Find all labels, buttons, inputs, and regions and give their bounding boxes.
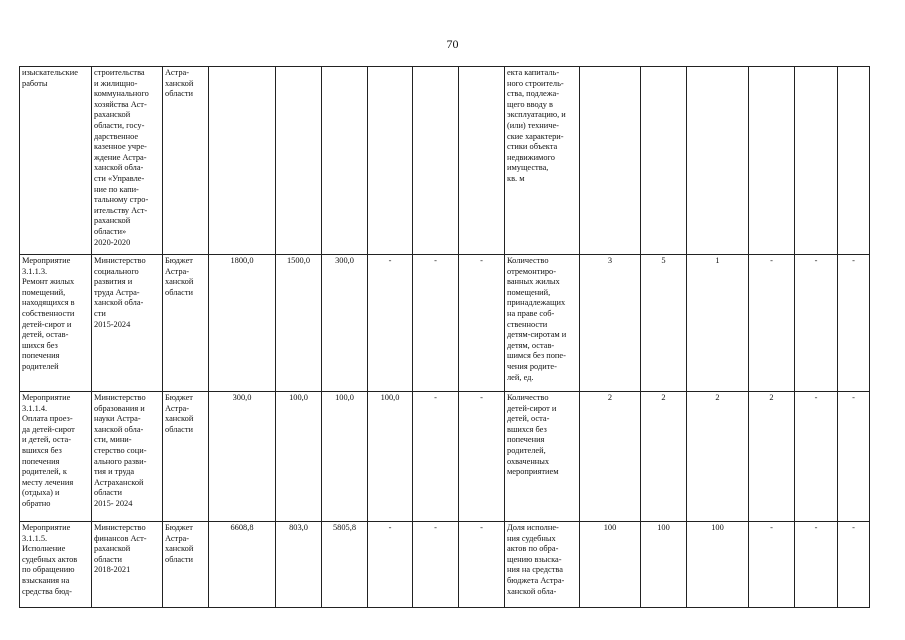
measure-cell: Мероприятие 3.1.1.5. Исполнение судебных актов по обращению взыскания на средства бюд- (20, 522, 92, 608)
measure-cell: Мероприятие 3.1.1.4. Оплата проез- да детей-сирот и детей, оста- вшихся без попечения родителей, к месту лечения (отдыха) и обратно (20, 392, 92, 522)
executor-cell: Министерство социального развития и труда Астра- ханской обла- сти 2015-2024 (92, 255, 163, 392)
target-year-cell: 1 (687, 255, 749, 392)
measure-cell: изыскательские работы (20, 67, 92, 255)
target-year-cell: - (749, 522, 795, 608)
funding-year-cell: 100,0 (322, 392, 368, 522)
funding-year-cell: - (459, 255, 505, 392)
target-year-cell (749, 67, 795, 255)
target-year-cell: 2 (580, 392, 641, 522)
table-row (20, 67, 870, 255)
funding-year-cell: - (413, 255, 459, 392)
table-row (20, 392, 870, 522)
funding-year-cell (276, 67, 322, 255)
funding-year-cell: 100,0 (368, 392, 413, 522)
target-year-cell: - (838, 392, 870, 522)
target-year-cell: 5 (641, 255, 687, 392)
funding-total-cell: 300,0 (209, 392, 276, 522)
funding-total-cell: 1800,0 (209, 255, 276, 392)
measure-cell: Мероприятие 3.1.1.3. Ремонт жилых помещений, находящихся в собственности детей-сирот и детей, остав- шихся без попечения родителей (20, 255, 92, 392)
funding-year-cell: - (413, 392, 459, 522)
funding-year-cell: - (413, 522, 459, 608)
executor-cell: Министерство финансов Аст- раханской области 2018-2021 (92, 522, 163, 608)
funding-year-cell: - (368, 522, 413, 608)
target-year-cell: 100 (580, 522, 641, 608)
executor-cell: строительства и жилищно- коммунального хозяйства Аст- раханской области, госу- дарственное казенное учре- ждение Астра- ханской обла- сти «Управле- ние по капи- тальному стро- ительству Аст- раханской области» 2020-2020 (92, 67, 163, 255)
target-year-cell (838, 67, 870, 255)
indicator-cell: Доля исполне- ния судебных актов по обра- щению взыска- ния на средства бюджета Астра- ханской обла- (505, 522, 580, 608)
funding-source-cell: Астра- ханской области (163, 67, 209, 255)
funding-year-cell (322, 67, 368, 255)
funding-year-cell: 803,0 (276, 522, 322, 608)
target-year-cell (580, 67, 641, 255)
target-year-cell: - (749, 255, 795, 392)
target-year-cell (795, 67, 838, 255)
executor-cell: Министерство образования и науки Астра- ханской обла- сти, мини- стерство соци- ального разви- тия и труда Астраханской области 2015- 2024 (92, 392, 163, 522)
funding-year-cell: 100,0 (276, 392, 322, 522)
page-number: 70 (446, 37, 459, 51)
target-year-cell: - (795, 392, 838, 522)
target-year-cell: 2 (749, 392, 795, 522)
target-year-cell (687, 67, 749, 255)
indicator-cell: Количество отремонтиро- ванных жилых помещений, принадлежащих на праве соб- ственности детям-сиротам и детям, остав- шимся без попе- чения родите- лей, ед. (505, 255, 580, 392)
target-year-cell: 2 (687, 392, 749, 522)
funding-year-cell (413, 67, 459, 255)
funding-year-cell: - (368, 255, 413, 392)
indicator-cell: Количество детей-сирот и детей, оста- вшихся без попечения родителей, охваченных мероприятием (505, 392, 580, 522)
funding-year-cell: - (459, 522, 505, 608)
target-year-cell: 100 (687, 522, 749, 608)
program-measures-table (19, 66, 870, 608)
target-year-cell: - (795, 522, 838, 608)
funding-year-cell: - (459, 392, 505, 522)
funding-total-cell: 6608,8 (209, 522, 276, 608)
target-year-cell: - (795, 255, 838, 392)
target-year-cell: 2 (641, 392, 687, 522)
funding-year-cell (368, 67, 413, 255)
indicator-cell: екта капиталь- ного строитель- ства, подлежа- щего вводу в эксплуатацию, и (или) техниче- ские характери- стики объекта недвижимого имущества, кв. м (505, 67, 580, 255)
funding-year-cell: 5805,8 (322, 522, 368, 608)
table-row (20, 255, 870, 392)
funding-total-cell (209, 67, 276, 255)
target-year-cell: - (838, 255, 870, 392)
funding-source-cell: Бюджет Астра- ханской области (163, 255, 209, 392)
target-year-cell: 100 (641, 522, 687, 608)
target-year-cell: - (838, 522, 870, 608)
funding-year-cell: 1500,0 (276, 255, 322, 392)
target-year-cell: 3 (580, 255, 641, 392)
table-row (20, 522, 870, 608)
target-year-cell (641, 67, 687, 255)
funding-year-cell: 300,0 (322, 255, 368, 392)
funding-year-cell (459, 67, 505, 255)
funding-source-cell: Бюджет Астра- ханской области (163, 522, 209, 608)
funding-source-cell: Бюджет Астра- ханской области (163, 392, 209, 522)
